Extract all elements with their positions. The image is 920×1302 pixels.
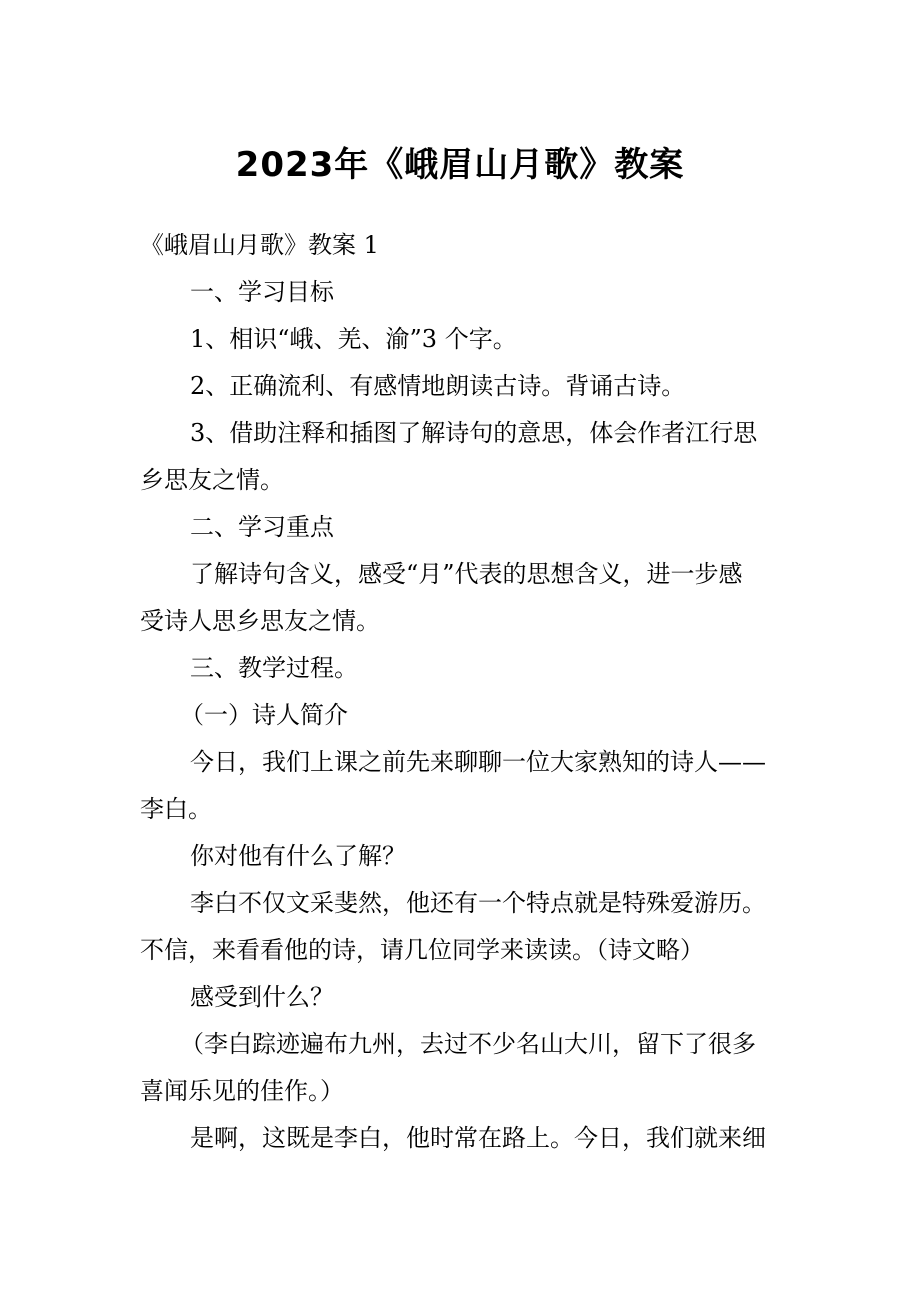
goal-item-3-continued: 乡思友之情。 [140,466,284,494]
paragraph-answer-continued: 喜闻乐见的佳作。） [140,1077,344,1105]
goal-item-2: 2、正确流利、有感情地朗读古诗。背诵古诗。 [190,372,686,400]
heading-learning-focus: 二、学习重点 [190,513,334,541]
paragraph-intro-continued: 李白。 [140,795,212,823]
document-title: 2023年《峨眉山月歌》教案 [235,145,685,185]
subheading-poet-intro: （一）诗人简介 [180,701,348,729]
paragraph-answer: （李白踪迹遍布九州，去过不少名山大川，留下了很多 [180,1030,756,1058]
paragraph-intro: 今日，我们上课之前先来聊聊一位大家熟知的诗人—— [190,748,766,776]
paragraph-li-bai-travel-continued: 不信，来看看他的诗，请几位同学来读读。（诗文略） [140,936,704,964]
goal-item-1: 1、相识“峨、羌、渝”3 个字。 [190,325,517,353]
document-body [140,222,800,1162]
paragraph-question: 你对他有什么了解？ [190,842,406,870]
heading-learning-goals: 一、学习目标 [190,278,334,306]
focus-paragraph: 了解诗句含义，感受“月”代表的思想含义，进一步感 [190,560,743,588]
goal-item-3: 3、借助注释和插图了解诗句的意思，体会作者江行思 [190,419,758,447]
paragraph-feeling-question: 感受到什么？ [190,983,334,1011]
focus-paragraph-continued: 受诗人思乡思友之情。 [140,607,380,635]
paragraph-closing: 是啊，这既是李白，他时常在路上。今日，我们就来细 [190,1124,766,1152]
section-heading-lesson-1: 《峨眉山月歌》教案 1 [140,231,379,259]
paragraph-li-bai-travel: 李白不仅文采斐然，他还有一个特点就是特殊爱游历。 [190,889,766,917]
heading-teaching-process: 三、教学过程。 [190,654,358,682]
